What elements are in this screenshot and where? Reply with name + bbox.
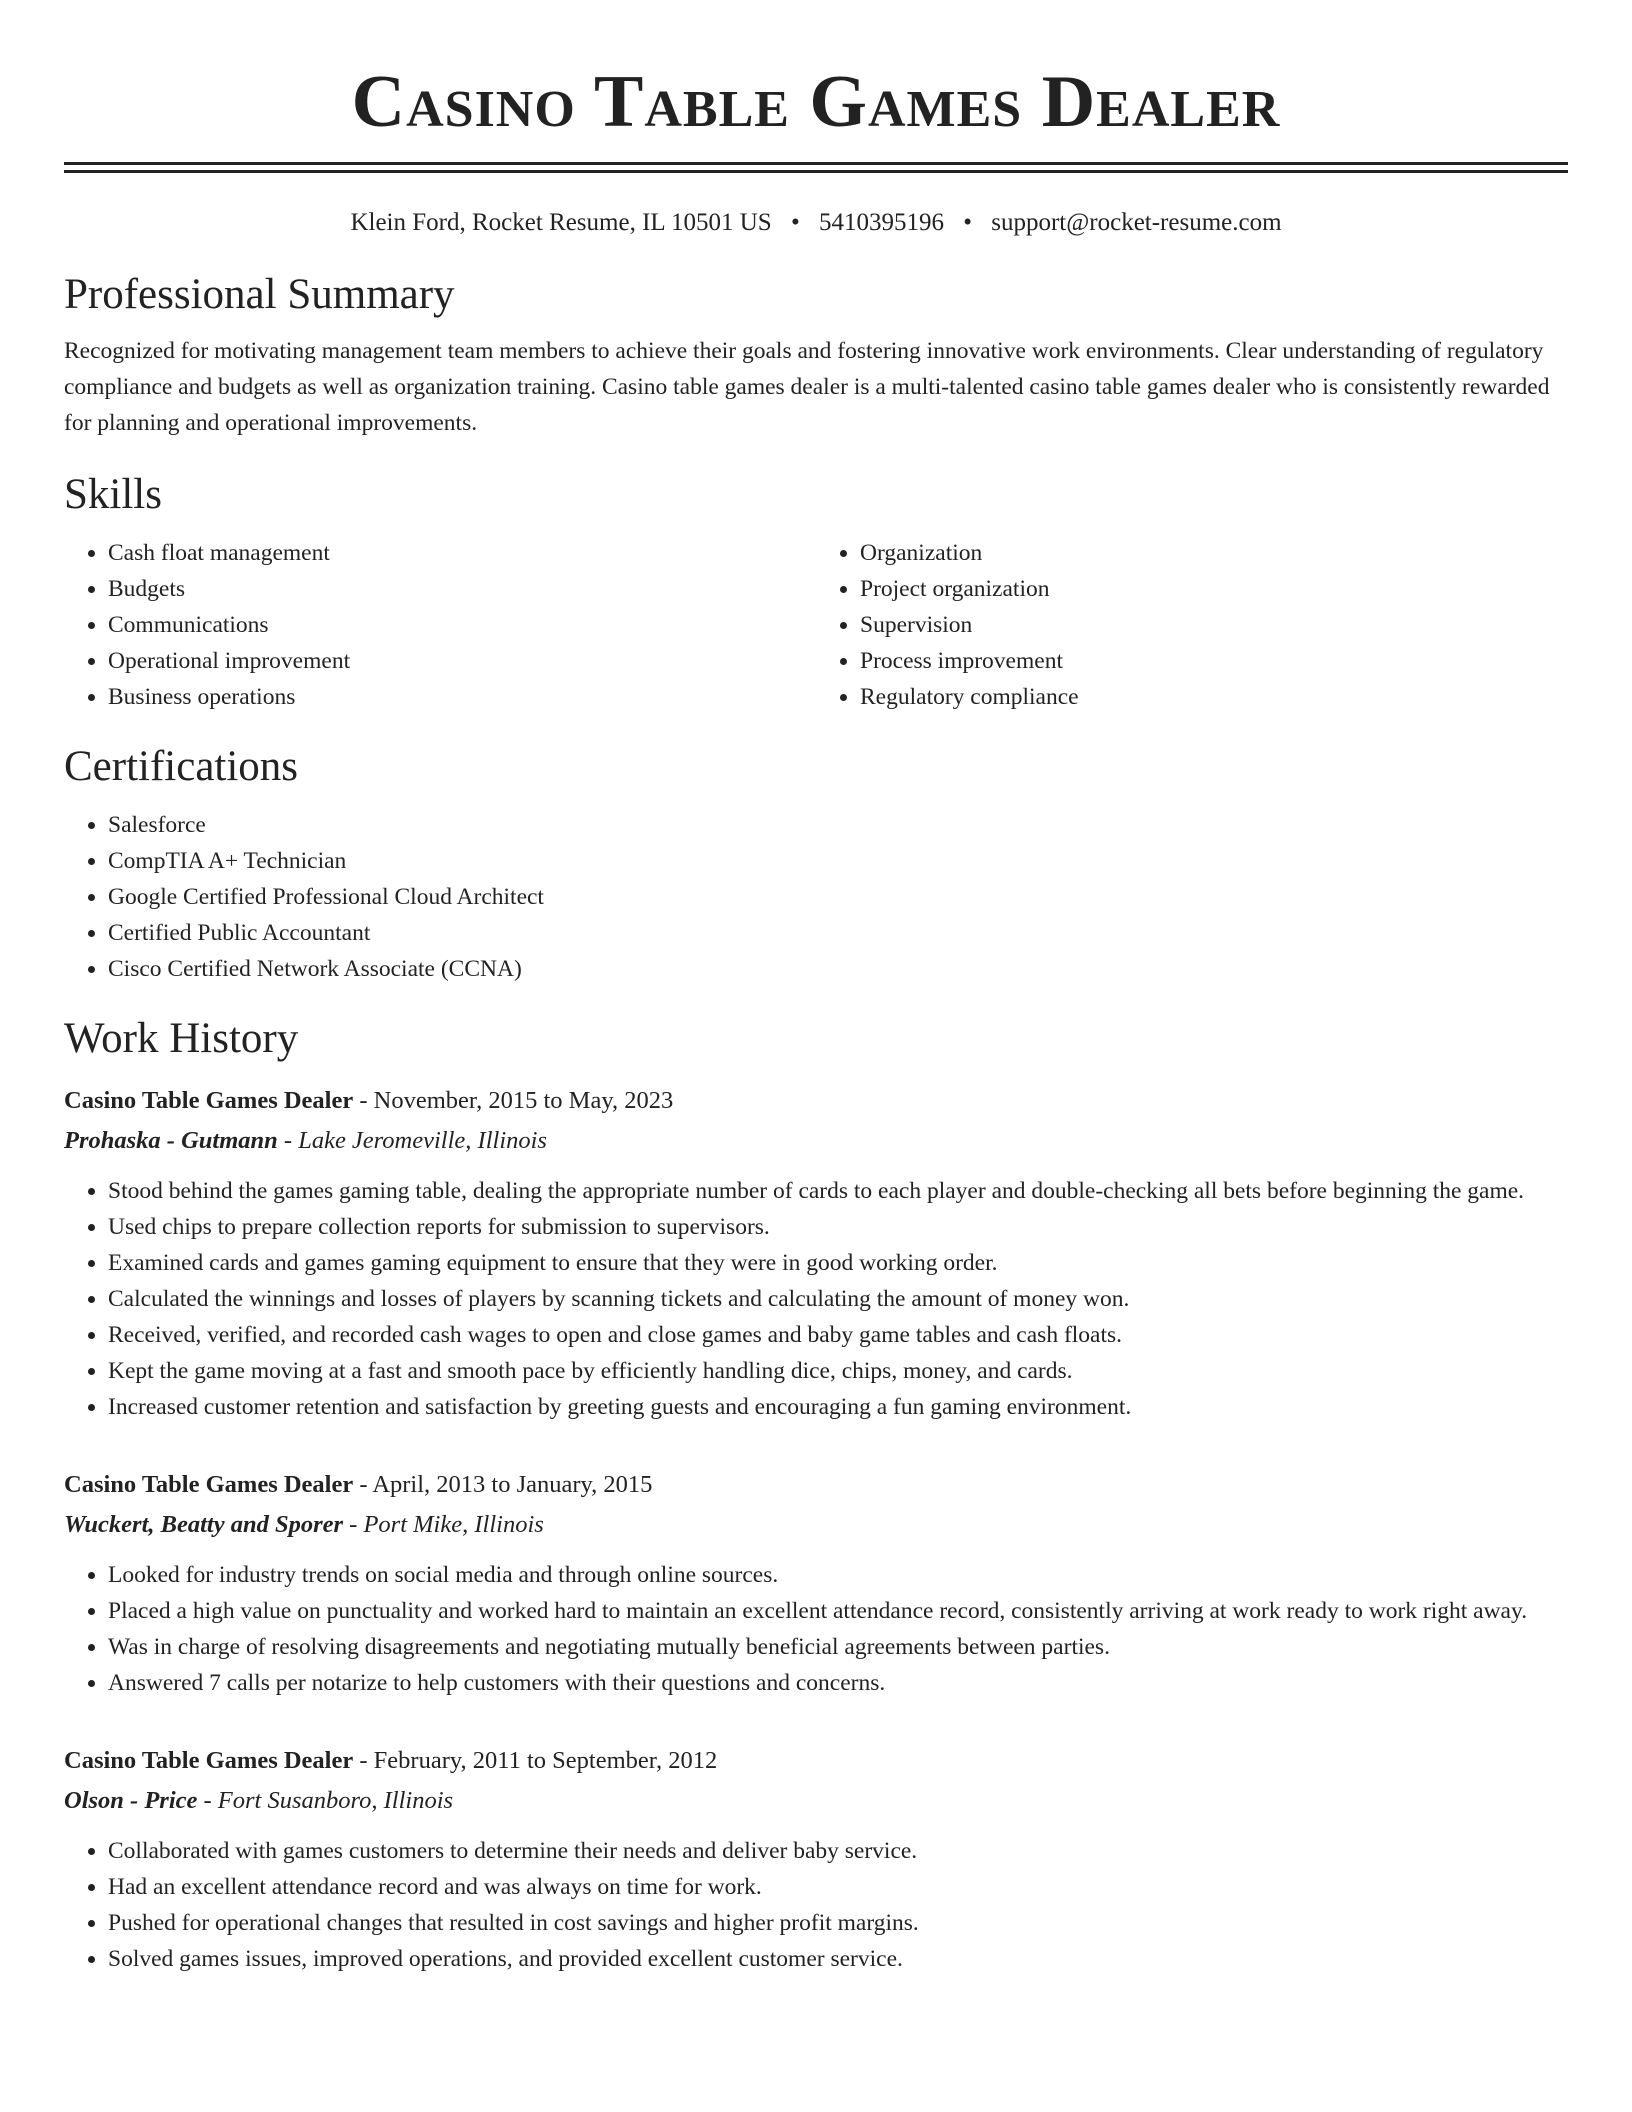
job-role: Casino Table Games Dealer: [64, 1747, 354, 1774]
job-dash: -: [353, 1747, 374, 1774]
certification-item: • CompTIA A+ Technician: [108, 843, 1568, 879]
job-bullets: [64, 1173, 1568, 1425]
job-header: [64, 1081, 1568, 1121]
certification-item: • Certified Public Accountant: [108, 915, 1568, 951]
skill-item: • Organization: [860, 535, 1568, 571]
job-dash: -: [343, 1511, 364, 1538]
certification-item: • Cisco Certified Network Associate (CCNA): [108, 951, 1568, 987]
contact-line: [64, 207, 1568, 239]
certifications-heading: Certifications: [64, 743, 299, 790]
job-dash: -: [353, 1471, 373, 1498]
job-bullet: • Increased customer retention and satisfaction by greeting guests and encouraging a fun gaming environment.: [108, 1389, 1568, 1425]
job-bullet: • Used chips to prepare collection reports for submission to supervisors.: [108, 1209, 1568, 1245]
job-location: Fort Susanboro, Illinois: [217, 1787, 454, 1814]
job-bullet: • Answered 7 calls per notarize to help customers with their questions and concerns.: [108, 1665, 1568, 1701]
contact-separator: •: [790, 209, 800, 236]
job-bullet: • Looked for industry trends on social media and through online sources.: [108, 1557, 1568, 1593]
job-header: [64, 1465, 1568, 1505]
job-location: Lake Jeromeville, Illinois: [298, 1127, 547, 1154]
skills-list-right: [816, 535, 1568, 715]
job-dates: February, 2011 to September, 2012: [373, 1747, 718, 1774]
job-employer: [64, 1121, 1568, 1161]
job-role: Casino Table Games Dealer: [64, 1087, 354, 1114]
job-dash: -: [197, 1787, 218, 1814]
summary-text: Recognized for motivating management team members to achieve their goals and fostering innovative work environments. Clear understanding of regulatory compliance and budgets as well as organization training. Casino table games dealer is a multi-talented casino table games dealer who is consistently rewarded for planning and operational improvements.: [64, 338, 1550, 436]
job-dash: -: [277, 1127, 299, 1154]
job-entry: [64, 1741, 1568, 1977]
job-dates: November, 2015 to May, 2023: [373, 1087, 674, 1114]
skill-item: • Project organization: [860, 571, 1568, 607]
job-bullet: • Examined cards and games gaming equipment to ensure that they were in good working order.: [108, 1245, 1568, 1281]
title-divider-bottom: [64, 170, 1568, 173]
job-entry: [64, 1081, 1568, 1425]
job-bullet: • Collaborated with games customers to determine their needs and deliver baby service.: [108, 1833, 1568, 1869]
title-divider-top: [64, 162, 1568, 165]
job-bullet: • Kept the game moving at a fast and smooth pace by efficiently handling dice, chips, money, and cards.: [108, 1353, 1568, 1389]
job-bullet: • Solved games issues, improved operations, and provided excellent customer service.: [108, 1941, 1568, 1977]
certification-item: • Salesforce: [108, 807, 1568, 843]
skill-item: • Cash float management: [108, 535, 816, 571]
skill-item: • Communications: [108, 607, 816, 643]
summary-heading: Professional Summary: [64, 271, 455, 318]
job-bullet: • Had an excellent attendance record and was always on time for work.: [108, 1869, 1568, 1905]
job-bullets: [64, 1833, 1568, 1977]
job-bullet: • Received, verified, and recorded cash wages to open and close games and baby game tables and cash floats.: [108, 1317, 1568, 1353]
contact-separator: •: [963, 209, 972, 236]
skill-item: • Regulatory compliance: [860, 679, 1568, 715]
contact-phone: 5410395196: [818, 209, 944, 236]
job-bullet: • Pushed for operational changes that resulted in cost savings and higher profit margins.: [108, 1905, 1568, 1941]
job-entry: [64, 1465, 1568, 1701]
job-role: Casino Table Games Dealer: [64, 1471, 354, 1498]
skills-heading: Skills: [64, 471, 162, 518]
job-bullet: • Stood behind the games gaming table, dealing the appropriate number of cards to each player and double-checking all bets before beginning the game.: [108, 1173, 1568, 1209]
contact-email: support@rocket-resume.com: [991, 209, 1282, 236]
skill-item: • Business operations: [108, 679, 816, 715]
job-location: Port Mike, Illinois: [363, 1511, 544, 1538]
skill-item: • Operational improvement: [108, 643, 816, 679]
skill-item: • Budgets: [108, 571, 816, 607]
job-dates: April, 2013 to January, 2015: [372, 1471, 653, 1498]
certification-item: • Google Certified Professional Cloud Architect: [108, 879, 1568, 915]
job-bullet: • Calculated the winnings and losses of players by scanning tickets and calculating the amount of money won.: [108, 1281, 1568, 1317]
resume-title: Casino Table Games Dealer: [351, 61, 1281, 143]
contact-address: Klein Ford, Rocket Resume, IL 10501 US: [350, 209, 772, 236]
job-bullet: • Was in charge of resolving disagreements and negotiating mutually beneficial agreements between parties.: [108, 1629, 1568, 1665]
job-dash: -: [353, 1087, 374, 1114]
job-bullet: • Placed a high value on punctuality and worked hard to maintain an excellent attendance record, consistently arriving at work ready to work right away.: [108, 1593, 1568, 1629]
job-employer: [64, 1505, 1568, 1545]
skills-list-left: [64, 535, 816, 715]
job-company: Prohaska - Gutmann: [64, 1127, 278, 1154]
job-bullets: [64, 1557, 1568, 1701]
job-header: [64, 1741, 1568, 1781]
job-company: Wuckert, Beatty and Sporer: [64, 1511, 344, 1538]
job-company: Olson - Price: [64, 1787, 198, 1814]
skill-item: • Process improvement: [860, 643, 1568, 679]
job-employer: [64, 1781, 1568, 1821]
skill-item: • Supervision: [860, 607, 1568, 643]
skills-columns: [64, 535, 1568, 715]
work-history-heading: Work History: [64, 1015, 299, 1062]
certifications-list: [64, 807, 1568, 987]
